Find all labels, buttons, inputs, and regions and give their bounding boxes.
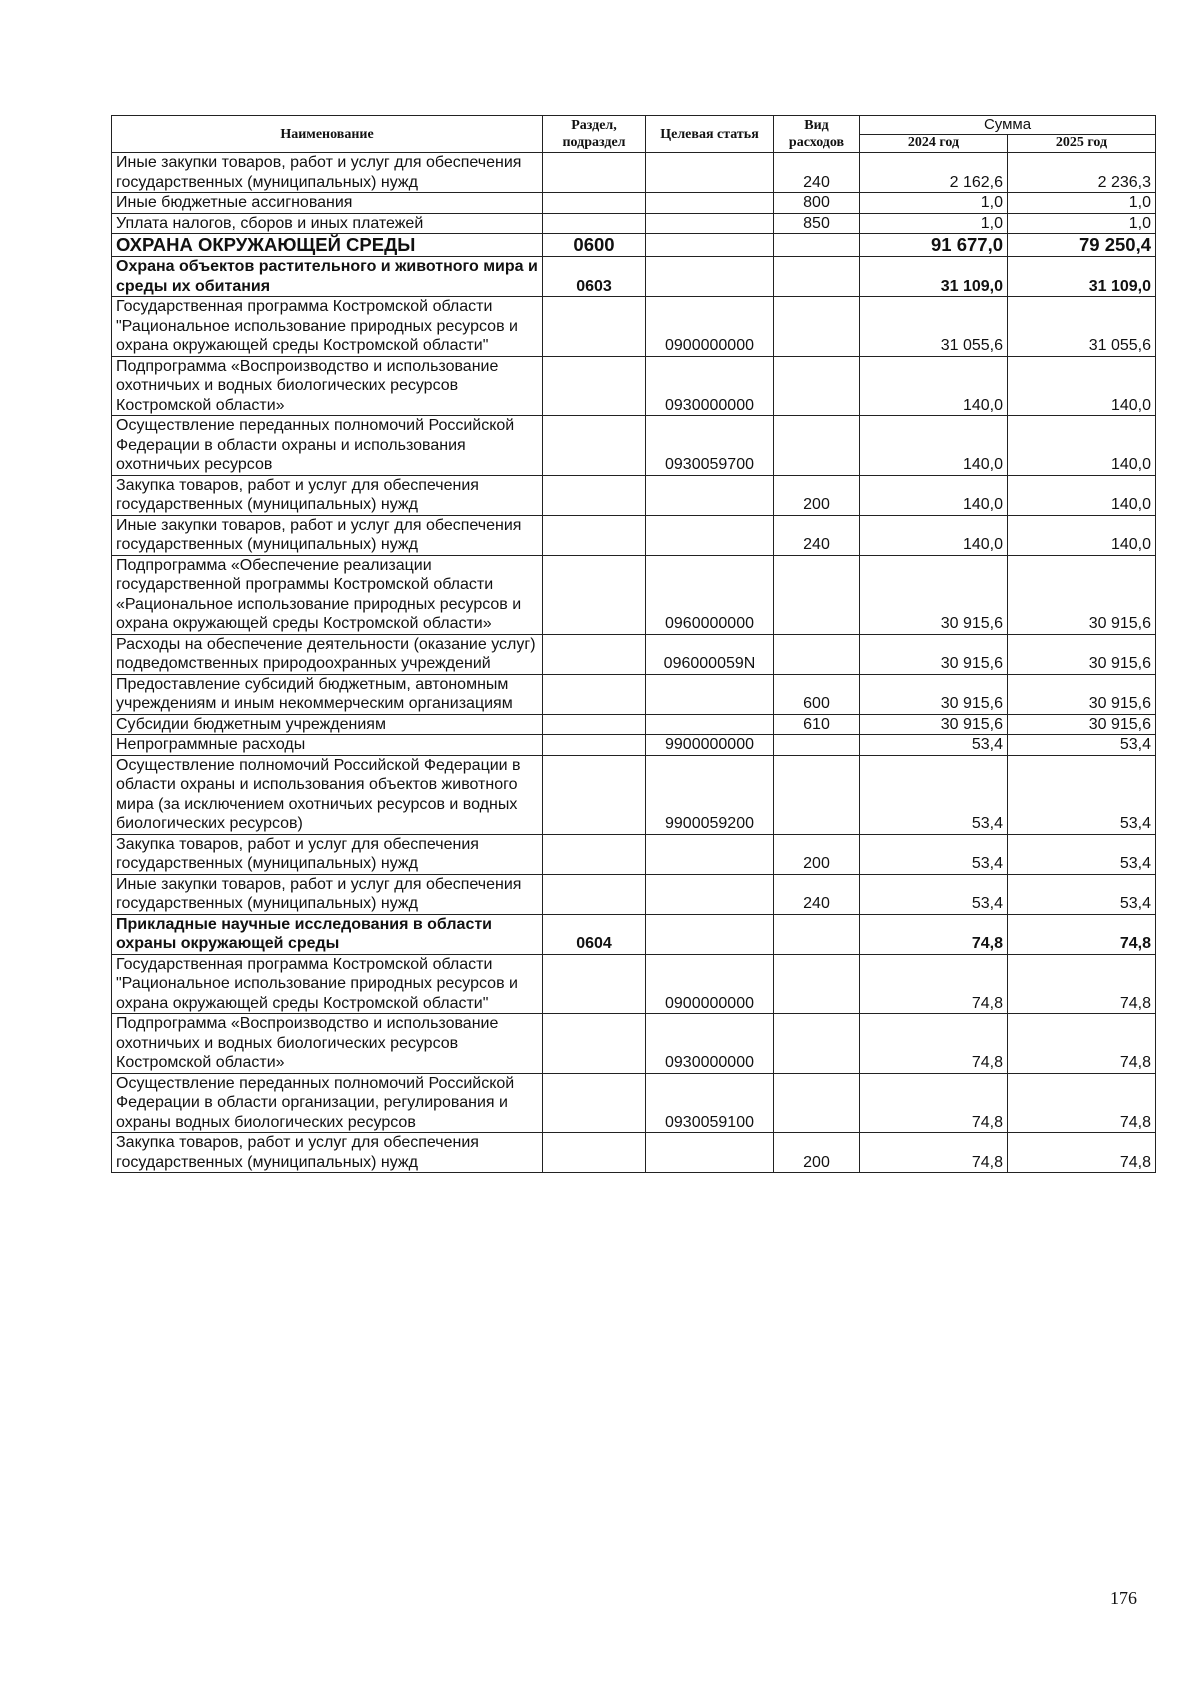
cell-name: Иные закупки товаров, работ и услуг для обеспечения государственных (муниципальных) нужд xyxy=(112,515,543,555)
cell-2025: 140,0 xyxy=(1008,515,1156,555)
cell-type: 240 xyxy=(774,153,860,193)
cell-section xyxy=(543,475,646,515)
table-row xyxy=(112,153,1156,193)
cell-section xyxy=(543,1014,646,1074)
table-row xyxy=(112,356,1156,416)
table-row xyxy=(112,1073,1156,1133)
cell-name: Субсидии бюджетным учреждениям xyxy=(112,714,543,735)
cell-2024: 53,4 xyxy=(860,755,1008,834)
header-year-2024: 2024 год xyxy=(860,134,1008,153)
cell-target xyxy=(646,834,774,874)
cell-name: Подпрограмма «Обеспечение реализации государственной программы Костромской области «Рациональное использование природных ресурсов и охрана окружающей среды Костромской области» xyxy=(112,555,543,634)
cell-2025: 74,8 xyxy=(1008,954,1156,1014)
cell-type: 200 xyxy=(774,475,860,515)
cell-2024: 30 915,6 xyxy=(860,674,1008,714)
cell-type: 600 xyxy=(774,674,860,714)
cell-section xyxy=(543,416,646,476)
cell-section xyxy=(543,834,646,874)
cell-2025: 53,4 xyxy=(1008,874,1156,914)
cell-2024: 53,4 xyxy=(860,735,1008,756)
cell-section xyxy=(543,356,646,416)
cell-section xyxy=(543,674,646,714)
cell-name: Подпрограмма «Воспроизводство и использование охотничьих и водных биологических ресурсов Костромской области» xyxy=(112,356,543,416)
cell-2025: 53,4 xyxy=(1008,735,1156,756)
header-name: Наименование xyxy=(112,116,543,153)
cell-2024: 140,0 xyxy=(860,475,1008,515)
table-row xyxy=(112,755,1156,834)
cell-target: 0930059700 xyxy=(646,416,774,476)
cell-2024: 30 915,6 xyxy=(860,634,1008,674)
cell-section xyxy=(543,515,646,555)
cell-name: Расходы на обеспечение деятельности (оказание услуг) подведомственных природоохранных учреждений xyxy=(112,634,543,674)
cell-2025: 140,0 xyxy=(1008,416,1156,476)
cell-name: ОХРАНА ОКРУЖАЮЩЕЙ СРЕДЫ xyxy=(112,234,543,257)
cell-2024: 140,0 xyxy=(860,416,1008,476)
cell-2025: 74,8 xyxy=(1008,1133,1156,1173)
cell-type xyxy=(774,634,860,674)
cell-section xyxy=(543,213,646,234)
table-row xyxy=(112,1014,1156,1074)
cell-2025: 30 915,6 xyxy=(1008,714,1156,735)
table-row xyxy=(112,234,1156,257)
table-row xyxy=(112,914,1156,954)
cell-target xyxy=(646,153,774,193)
cell-target xyxy=(646,515,774,555)
cell-2025: 74,8 xyxy=(1008,1073,1156,1133)
cell-2025: 53,4 xyxy=(1008,755,1156,834)
header-type: Вид расходов xyxy=(774,116,860,153)
cell-2024: 53,4 xyxy=(860,834,1008,874)
cell-type: 200 xyxy=(774,1133,860,1173)
cell-2025: 31 109,0 xyxy=(1008,257,1156,297)
cell-target: 9900000000 xyxy=(646,735,774,756)
cell-2024: 140,0 xyxy=(860,515,1008,555)
cell-2024: 31 055,6 xyxy=(860,297,1008,357)
cell-name: Охрана объектов растительного и животного мира и среды их обитания xyxy=(112,257,543,297)
cell-2024: 53,4 xyxy=(860,874,1008,914)
cell-target xyxy=(646,674,774,714)
table-row xyxy=(112,297,1156,357)
cell-target: 0900000000 xyxy=(646,297,774,357)
header-section: Раздел, подраздел xyxy=(543,116,646,153)
cell-target xyxy=(646,213,774,234)
table-row xyxy=(112,475,1156,515)
cell-target xyxy=(646,874,774,914)
cell-name: Иные бюджетные ассигнования xyxy=(112,193,543,214)
cell-name: Прикладные научные исследования в области охраны окружающей среды xyxy=(112,914,543,954)
cell-type xyxy=(774,416,860,476)
cell-2025: 31 055,6 xyxy=(1008,297,1156,357)
cell-section xyxy=(543,555,646,634)
cell-name: Государственная программа Костромской области "Рациональное использование природных ресурсов и охрана окружающей среды Костромской области" xyxy=(112,954,543,1014)
cell-2024: 31 109,0 xyxy=(860,257,1008,297)
cell-type xyxy=(774,914,860,954)
cell-target xyxy=(646,914,774,954)
cell-target: 0930000000 xyxy=(646,1014,774,1074)
cell-type xyxy=(774,234,860,257)
cell-name: Иные закупки товаров, работ и услуг для обеспечения государственных (муниципальных) нужд xyxy=(112,153,543,193)
cell-2025: 1,0 xyxy=(1008,193,1156,214)
cell-2025: 30 915,6 xyxy=(1008,634,1156,674)
header-target: Целевая статья xyxy=(646,116,774,153)
table-row xyxy=(112,714,1156,735)
table-row xyxy=(112,257,1156,297)
cell-2025: 140,0 xyxy=(1008,475,1156,515)
cell-type xyxy=(774,356,860,416)
cell-section: 0603 xyxy=(543,257,646,297)
cell-2024: 74,8 xyxy=(860,1073,1008,1133)
cell-section xyxy=(543,297,646,357)
cell-name: Государственная программа Костромской области "Рациональное использование природных ресурсов и охрана окружающей среды Костромской области" xyxy=(112,297,543,357)
cell-section xyxy=(543,755,646,834)
cell-name: Закупка товаров, работ и услуг для обеспечения государственных (муниципальных) нужд xyxy=(112,1133,543,1173)
cell-2024: 74,8 xyxy=(860,1133,1008,1173)
cell-target: 096000059N xyxy=(646,634,774,674)
cell-type: 240 xyxy=(774,515,860,555)
cell-2025: 74,8 xyxy=(1008,914,1156,954)
cell-2024: 74,8 xyxy=(860,954,1008,1014)
cell-section xyxy=(543,1073,646,1133)
table-body xyxy=(112,153,1156,1173)
cell-section xyxy=(543,954,646,1014)
header-year-2025: 2025 год xyxy=(1008,134,1156,153)
table-row xyxy=(112,834,1156,874)
cell-target xyxy=(646,257,774,297)
cell-target xyxy=(646,193,774,214)
cell-target: 0900000000 xyxy=(646,954,774,1014)
cell-2024: 2 162,6 xyxy=(860,153,1008,193)
cell-type xyxy=(774,555,860,634)
cell-name: Непрограммные расходы xyxy=(112,735,543,756)
cell-name: Закупка товаров, работ и услуг для обеспечения государственных (муниципальных) нужд xyxy=(112,834,543,874)
cell-target xyxy=(646,1133,774,1173)
cell-target: 0930059100 xyxy=(646,1073,774,1133)
cell-section: 0604 xyxy=(543,914,646,954)
table-row xyxy=(112,555,1156,634)
cell-2024: 140,0 xyxy=(860,356,1008,416)
cell-type xyxy=(774,1014,860,1074)
cell-2025: 53,4 xyxy=(1008,834,1156,874)
cell-target xyxy=(646,475,774,515)
cell-target: 0960000000 xyxy=(646,555,774,634)
cell-type: 800 xyxy=(774,193,860,214)
table-row xyxy=(112,515,1156,555)
cell-name: Осуществление полномочий Российской Федерации в области охраны и использования объектов животного мира (за исключением охотничьих ресурсов и водных биологических ресурсов) xyxy=(112,755,543,834)
cell-2025: 74,8 xyxy=(1008,1014,1156,1074)
cell-2024: 1,0 xyxy=(860,193,1008,214)
cell-2024: 1,0 xyxy=(860,213,1008,234)
cell-section xyxy=(543,714,646,735)
cell-2024: 30 915,6 xyxy=(860,555,1008,634)
cell-name: Предоставление субсидий бюджетным, автономным учреждениям и иным некоммерческим организациям xyxy=(112,674,543,714)
table-row xyxy=(112,954,1156,1014)
cell-section xyxy=(543,874,646,914)
table-header xyxy=(112,116,1156,153)
cell-2025: 140,0 xyxy=(1008,356,1156,416)
cell-2025: 1,0 xyxy=(1008,213,1156,234)
cell-2025: 30 915,6 xyxy=(1008,555,1156,634)
cell-target xyxy=(646,234,774,257)
table-row xyxy=(112,416,1156,476)
cell-type xyxy=(774,954,860,1014)
cell-2024: 30 915,6 xyxy=(860,714,1008,735)
cell-section: 0600 xyxy=(543,234,646,257)
cell-target xyxy=(646,714,774,735)
cell-name: Осуществление переданных полномочий Российской Федерации в области организации, регулирования и охраны водных биологических ресурсов xyxy=(112,1073,543,1133)
cell-type xyxy=(774,257,860,297)
page-number: 176 xyxy=(1110,1588,1137,1608)
cell-type: 200 xyxy=(774,834,860,874)
table-row xyxy=(112,735,1156,756)
cell-section xyxy=(543,735,646,756)
cell-2024: 91 677,0 xyxy=(860,234,1008,257)
cell-target: 0930000000 xyxy=(646,356,774,416)
cell-section xyxy=(543,1133,646,1173)
cell-type xyxy=(774,297,860,357)
table-row xyxy=(112,674,1156,714)
cell-section xyxy=(543,193,646,214)
cell-type: 610 xyxy=(774,714,860,735)
cell-2024: 74,8 xyxy=(860,1014,1008,1074)
budget-table xyxy=(111,115,1156,1173)
cell-target: 9900059200 xyxy=(646,755,774,834)
table-row xyxy=(112,874,1156,914)
cell-section xyxy=(543,634,646,674)
cell-name: Осуществление переданных полномочий Российской Федерации в области охраны и использования охотничьих ресурсов xyxy=(112,416,543,476)
cell-name: Подпрограмма «Воспроизводство и использование охотничьих и водных биологических ресурсов Костромской области» xyxy=(112,1014,543,1074)
cell-name: Иные закупки товаров, работ и услуг для обеспечения государственных (муниципальных) нужд xyxy=(112,874,543,914)
table-row xyxy=(112,193,1156,214)
cell-type: 240 xyxy=(774,874,860,914)
cell-type: 850 xyxy=(774,213,860,234)
table-row xyxy=(112,213,1156,234)
cell-type xyxy=(774,1073,860,1133)
cell-2025: 2 236,3 xyxy=(1008,153,1156,193)
cell-2025: 30 915,6 xyxy=(1008,674,1156,714)
cell-2024: 74,8 xyxy=(860,914,1008,954)
header-sum: Сумма xyxy=(860,116,1156,135)
cell-type xyxy=(774,735,860,756)
cell-section xyxy=(543,153,646,193)
table-row xyxy=(112,1133,1156,1173)
table-row xyxy=(112,634,1156,674)
cell-2025: 79 250,4 xyxy=(1008,234,1156,257)
cell-type xyxy=(774,755,860,834)
cell-name: Закупка товаров, работ и услуг для обеспечения государственных (муниципальных) нужд xyxy=(112,475,543,515)
cell-name: Уплата налогов, сборов и иных платежей xyxy=(112,213,543,234)
